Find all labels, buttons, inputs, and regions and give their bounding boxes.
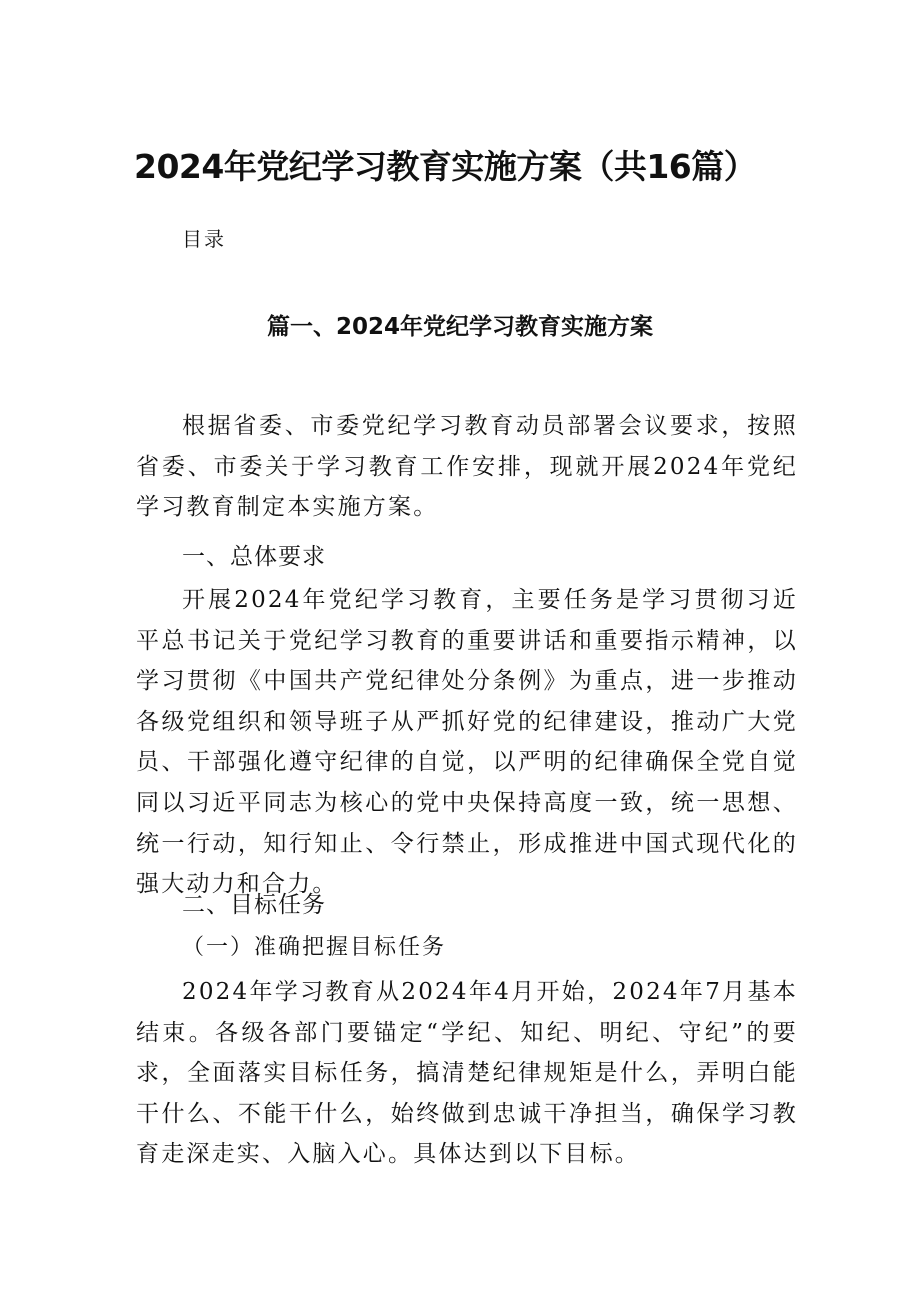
document-title: 2024年党纪学习教育实施方案（共16篇） (134, 147, 757, 186)
subheading-objectives: （一）准确把握目标任务 (182, 935, 447, 960)
objectives-paragraph: 2024年学习教育从2024年4月开始，2024年7月基本结束。各级各部门要锚定“学纪、知纪、明纪、守纪”的要求，全面落实目标任务，搞清楚纪律规矩是什么，弄明白能干什么、不能干什么，始终做到忠诚干净担当，确保学习教育走深走实、入脑入心。具体达到以下目标。 (136, 979, 798, 1168)
general-requirements-paragraph: 开展2024年党纪学习教育，主要任务是学习贯彻习近平总书记关于党纪学习教育的重要讲话和重要指示精神，以学习贯彻《中国共产党纪律处分条例》为重点，进一步推动各级党组织和领导班子从严抓好党的纪律建设，推动广大党员、干部强化遵守纪律的自觉，以严明的纪律确保全党自觉同以习近平同志为核心的党中央保持高度一致，统一思想、统一行动，知行知止、令行禁止，形成推进中国式现代化的强大动力和合力。 (136, 587, 798, 898)
heading-general-requirements: 一、总体要求 (182, 544, 326, 570)
section-heading: 篇一、2024年党纪学习教育实施方案 (266, 314, 653, 340)
heading-objectives: 二、目标任务 (182, 892, 326, 918)
intro-paragraph: 根据省委、市委党纪学习教育动员部署会议要求，按照省委、市委关于学习教育工作安排，现就开展2024年党纪学习教育制定本实施方案。 (136, 413, 798, 521)
table-of-contents-label: 目录 (182, 227, 226, 251)
